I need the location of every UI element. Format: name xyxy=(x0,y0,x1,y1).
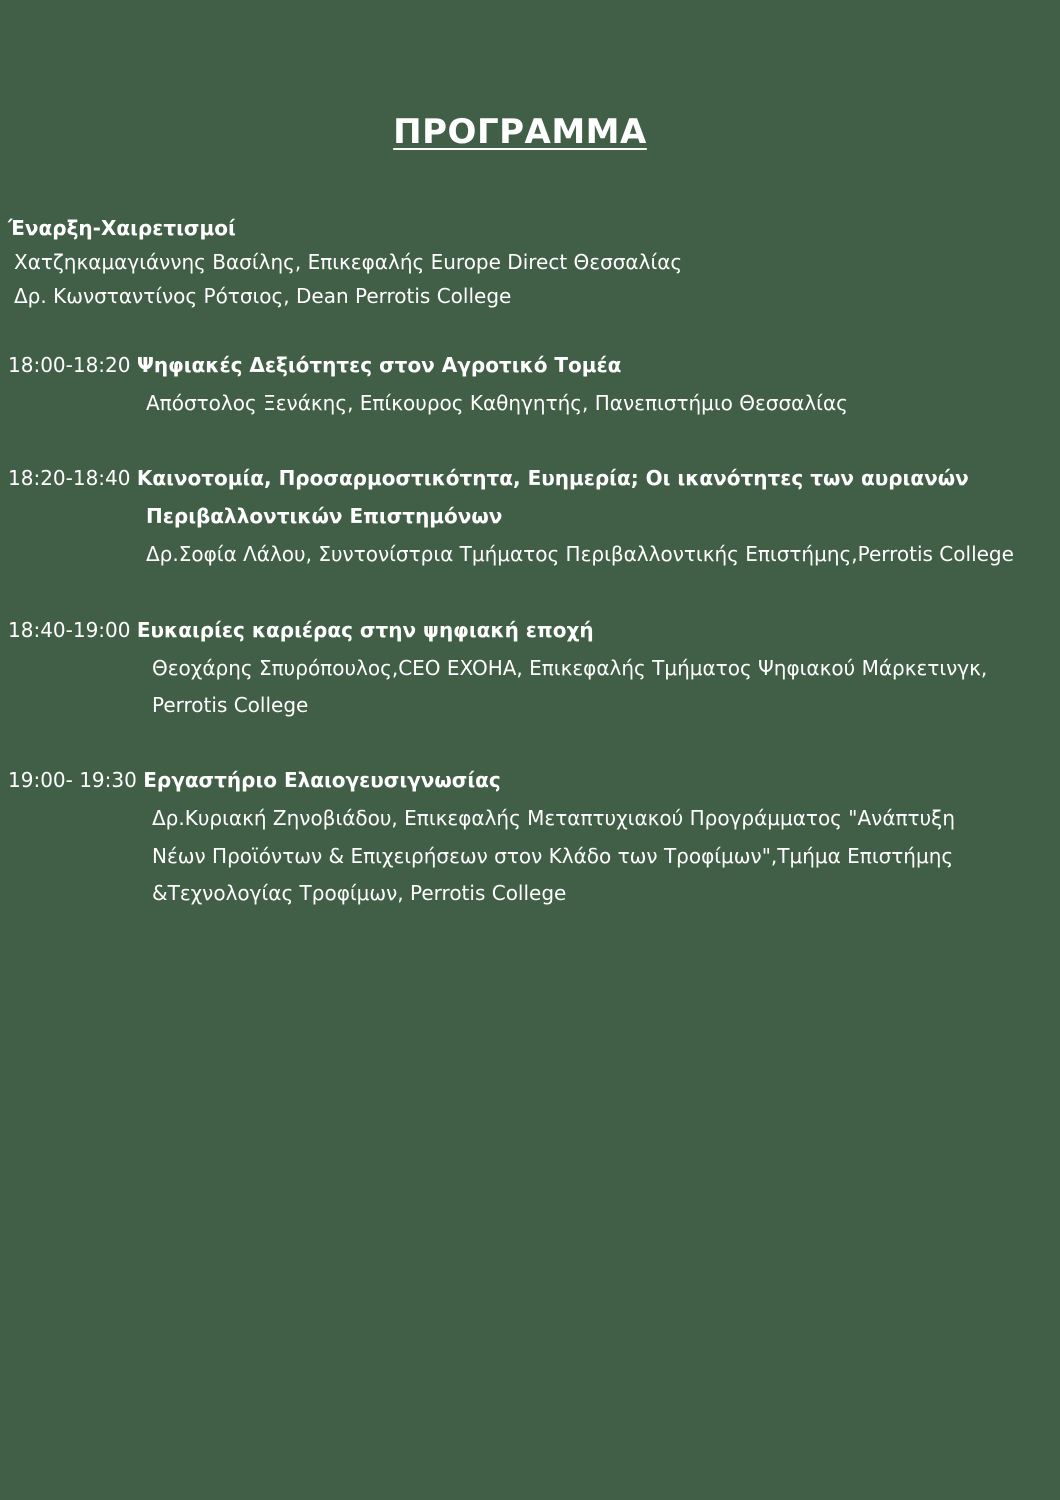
session-time: 18:00-18:20 xyxy=(8,353,131,377)
session-1-row xyxy=(8,352,621,378)
session-speaker: Δρ.Σοφία Λάλου, Συντονίστρια Τμήματος Περιβαλλοντικής Επιστήμης,Perrotis College xyxy=(146,542,1014,566)
session-title: Ψηφιακές Δεξιότητες στον Αγροτικό Τομέα xyxy=(136,353,622,377)
session-time: 18:40-19:00 xyxy=(8,618,131,642)
session-speaker: Θεοχάρης Σπυρόπουλος,CEO EXOHA, Επικεφαλής Τμήματος Ψηφιακού Μάρκετινγκ, xyxy=(152,656,988,680)
page-title: ΠΡΟΓΡΑΜΜΑ xyxy=(393,112,647,152)
opening-heading: Έναρξη-Χαιρετισμοί xyxy=(8,216,236,240)
session-3-row xyxy=(8,617,594,643)
opening-speaker: Χατζηκαμαγιάννης Βασίλης, Επικεφαλής Europe Direct Θεσσαλίας xyxy=(14,250,683,274)
session-speaker: Perrotis College xyxy=(152,693,309,717)
session-title: Ευκαιρίες καριέρας στην ψηφιακή εποχή xyxy=(136,618,594,642)
session-speaker: Απόστολος Ξενάκης, Επίκουρος Καθηγητής, Πανεπιστήμιο Θεσσαλίας xyxy=(146,391,848,415)
session-4-row xyxy=(8,767,501,793)
session-title: Καινοτομία, Προσαρμοστικότητα, Ευημερία; Οι ικανότητες των αυριανών xyxy=(136,466,969,490)
session-speaker: Νέων Προϊόντων & Επιχειρήσεων στον Κλάδο των Τροφίμων",Τμήμα Επιστήμης xyxy=(152,844,954,868)
session-2-row xyxy=(8,465,969,491)
session-title-continued: Περιβαλλοντικών Επιστημόνων xyxy=(146,504,503,528)
session-speaker: &Τεχνολογίας Τροφίμων, Perrotis College xyxy=(152,881,567,905)
session-time: 18:20-18:40 xyxy=(8,466,131,490)
session-time: 19:00- 19:30 xyxy=(8,768,137,792)
session-title: Εργαστήριο Ελαιογευσιγνωσίας xyxy=(143,768,501,792)
opening-speaker: Δρ. Κωνσταντίνος Ρότσιος, Dean Perrotis College xyxy=(14,284,512,308)
session-speaker: Δρ.Κυριακή Ζηνοβιάδου, Επικεφαλής Μεταπτυχιακού Προγράμματος "Ανάπτυξη xyxy=(152,806,955,830)
